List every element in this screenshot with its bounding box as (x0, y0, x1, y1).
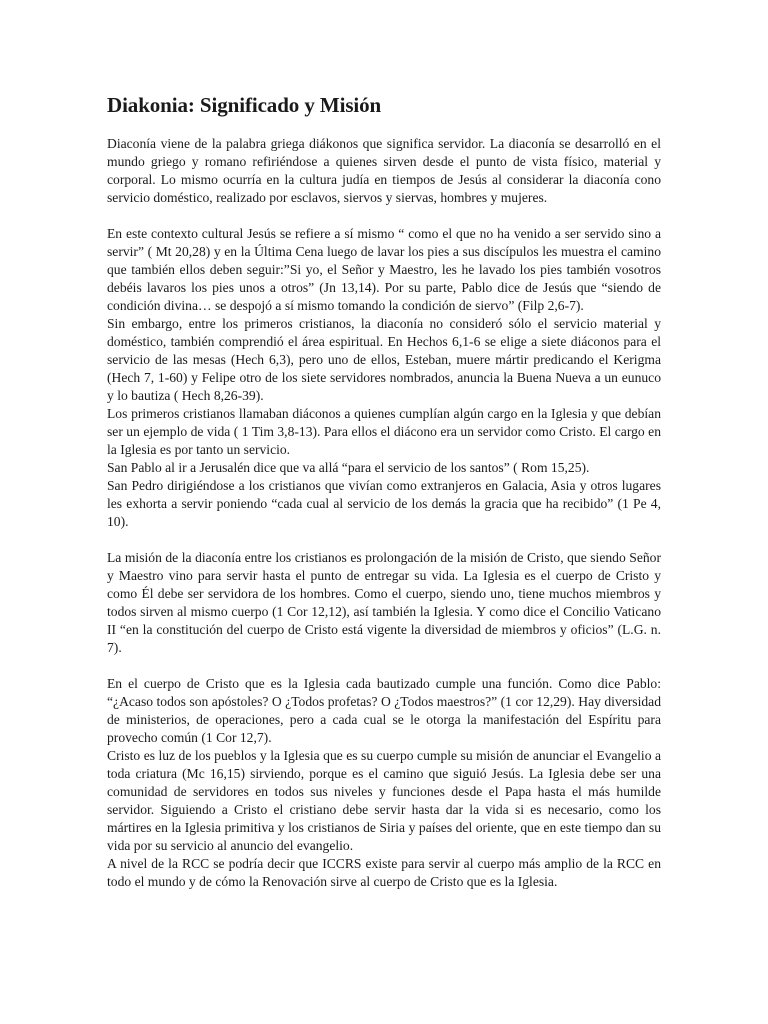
paragraph-line: Sin embargo, entre los primeros cristianos, la diaconía no consideró sólo el servicio material y doméstico, también comprendió el área espiritual. En Hechos 6,1-6 se elige a siete diáconos para el servicio de las mesas (Hech 6,3), pero uno de ellos, Esteban, muere mártir predicando el Kerigma (Hech 7, 1-60) y Felipe otro de los siete servidores nombrados, anuncia la Buena Nueva a un eunuco y lo bautiza ( Hech 8,26-39). (107, 316, 661, 403)
paragraph-1 (107, 135, 661, 207)
document-page (107, 92, 661, 909)
paragraph-line: En el cuerpo de Cristo que es la Iglesia cada bautizado cumple una función. Como dice Pablo: “¿Acaso todos son apóstoles? O ¿Todos profetas? O ¿Todos maestros?” (1 cor 12,29). Hay diversidad de ministerios, de operaciones, pero a cada cual se le otorga la manifestación del Espíritu para provecho común (1 Cor 12,7). (107, 676, 661, 745)
paragraph-line: En este contexto cultural Jesús se refiere a sí mismo “ como el que no ha venido a ser servido sino a servir” ( Mt 20,28) y en la Última Cena luego de lavar los pies a sus discípulos les muestra el camino que también ellos deben seguir:”Si yo, el Señor y Maestro, les he lavado los pies también vosotros debéis lavaros los pies unos a otros” (Jn 13,14). Por su parte, Pablo dice de Jesús que “siendo de condición divina… se despojó a sí mismo tomando la condición de siervo” (Filp 2,6-7). (107, 226, 661, 313)
paragraph-line: La misión de la diaconía entre los cristianos es prolongación de la misión de Cristo, que siendo Señor y Maestro vino para servir hasta el punto de entregar su vida. La Iglesia es el cuerpo de Cristo y como Él debe ser servidora de los hombres. Como el cuerpo, siendo uno, tiene muchos miembros y todos sirven al mismo cuerpo (1 Cor 12,12), así también la Iglesia. Y como dice el Concilio Vaticano II “en la constitución del cuerpo de Cristo está vigente la diversidad de miembros y oficios” (L.G. n. 7). (107, 550, 661, 655)
paragraph-3 (107, 549, 661, 657)
paragraph-line: Los primeros cristianos llamaban diáconos a quienes cumplían algún cargo en la Iglesia y que debían ser un ejemplo de vida ( 1 Tim 3,8-13). Para ellos el diácono era un servidor como Cristo. El cargo en la Iglesia es por tanto un servicio. (107, 406, 661, 457)
paragraph-line: Cristo es luz de los pueblos y la Iglesia que es su cuerpo cumple su misión de anunciar el Evangelio a toda criatura (Mc 16,15) sirviendo, porque es el camino que siguió Jesús. La Iglesia debe ser una comunidad de servidores en todos sus niveles y funciones desde el Papa hasta el más humilde servidor. Siguiendo a Cristo el cristiano debe servir hasta dar la vida si es necesario, como los mártires en la Iglesia primitiva y los cristianos de Siria y países del oriente, que en este tiempo dan su vida por su servicio al anuncio del evangelio. (107, 748, 661, 853)
document-title: Diakonia: Significado y Misión (107, 93, 382, 117)
paragraph-4 (107, 675, 661, 891)
paragraph-line: San Pedro dirigiéndose a los cristianos que vivían como extranjeros en Galacia, Asia y otros lugares les exhorta a servir poniendo “cada cual al servicio de los demás la gracia que ha recibido” (1 Pe 4, 10). (107, 478, 661, 529)
paragraph-line: San Pablo al ir a Jerusalén dice que va allá “para el servicio de los santos” ( Rom 15,25). (107, 460, 590, 475)
paragraph-line: A nivel de la RCC se podría decir que ICCRS existe para servir al cuerpo más amplio de la RCC en todo el mundo y de cómo la Renovación sirve al cuerpo de Cristo que es la Iglesia. (107, 856, 661, 889)
paragraph-line: Diaconía viene de la palabra griega diákonos que significa servidor. La diaconía se desarrolló en el mundo griego y romano refiriéndose a quienes sirven desde el punto de vista físico, material y corporal. Lo mismo ocurría en la cultura judía en tiempos de Jesús al considerar la diaconía cono servicio doméstico, realizado por esclavos, siervos y siervas, hombres y mujeres. (107, 136, 661, 205)
paragraph-2 (107, 225, 661, 531)
